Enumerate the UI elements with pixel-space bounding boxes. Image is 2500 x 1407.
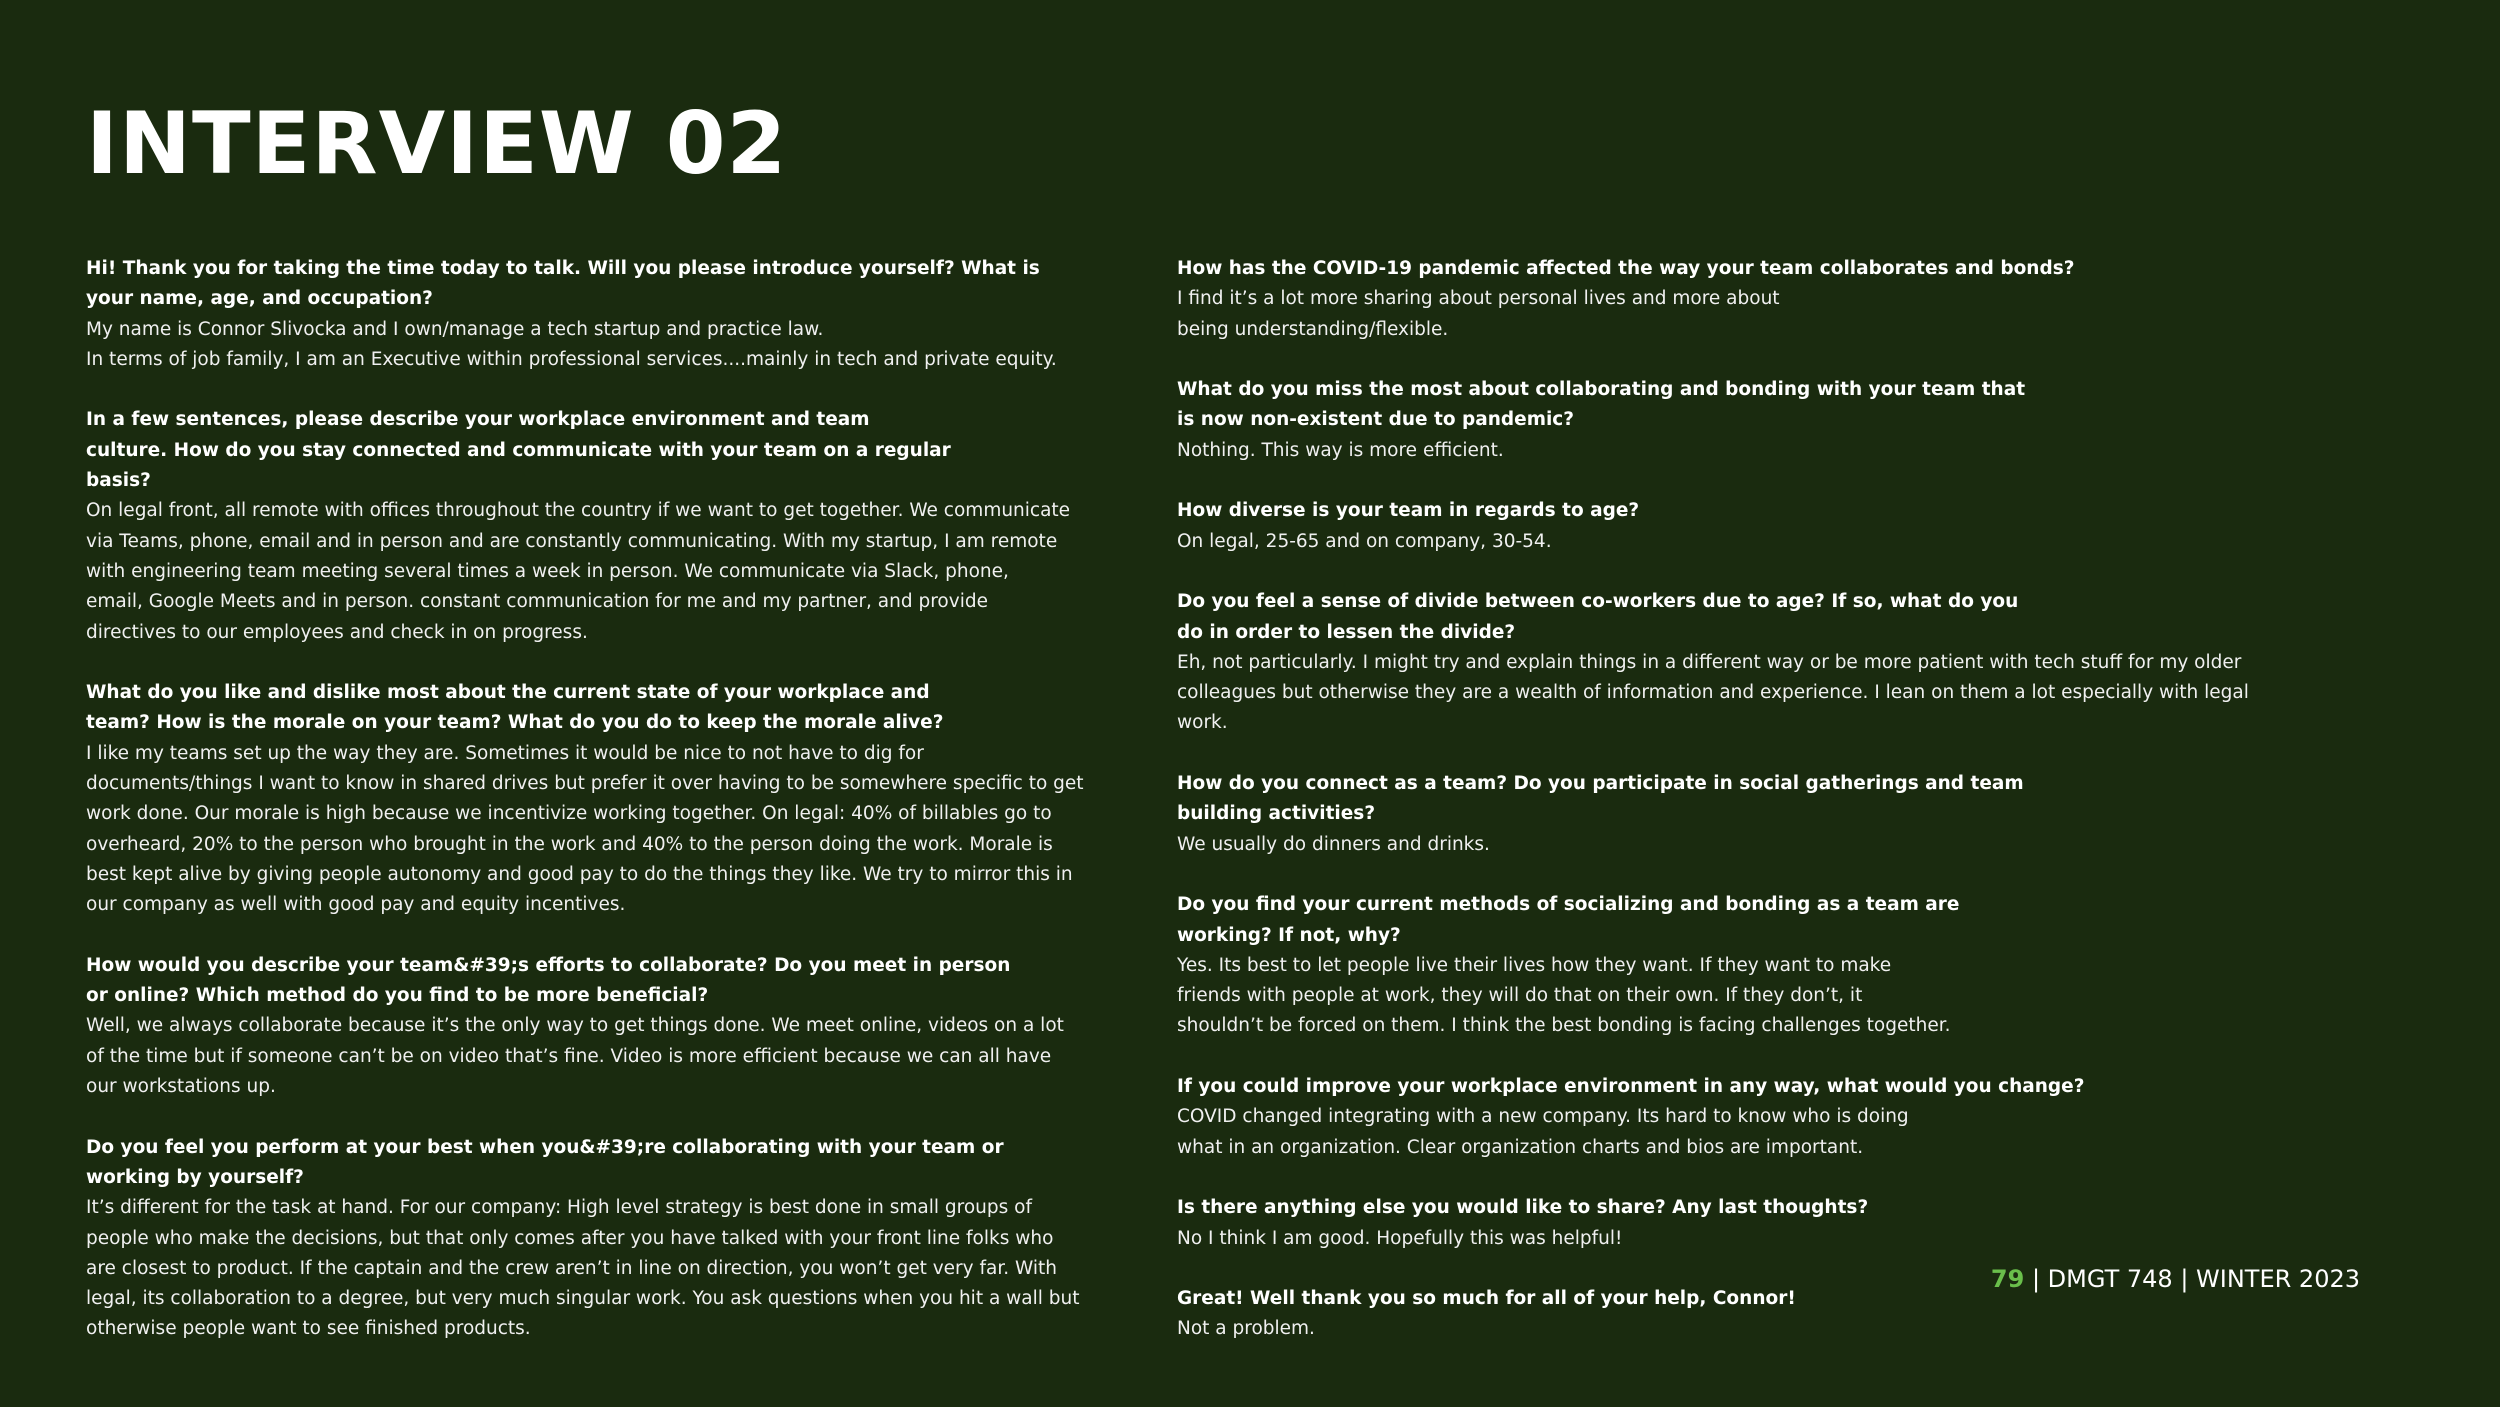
answer: Well, we always collaborate because it’s the only way to get things done. We meet online, videos on a lot of the time but if someone can’t be on video that’s fine. Video is more efficient because we can all have our workstations up. (86, 1015, 1064, 1098)
qa-item (1177, 254, 2287, 345)
qa-item (86, 405, 1071, 647)
page-number: 79 (1990, 1265, 2025, 1293)
qa-item (1177, 890, 2287, 1041)
answer: Eh, not particularly. I might try and explain things in a different way or be more patient with tech stuff for my older colleagues but otherwise they are a wealth of information and experience. I lean on them a lot especially with legal work. (1177, 651, 2249, 734)
question: What do you like and dislike most about the current state of your workplace and team? How is the morale on your team? What do you do to keep the morale alive? (86, 682, 944, 734)
qa-item (86, 254, 1086, 375)
qa-item (1177, 1193, 2287, 1254)
answer: It’s different for the task at hand. For our company: High level strategy is best done in small groups of people who make the decisions, but that only comes after you have talked with your front line folks who are closest to product. If the captain and the crew aren’t in line on direction, you won’t get very far. With legal, its collaboration to a degree, but very much singular work. You ask questions when you hit a wall but otherwise people want to see finished products. (86, 1197, 1080, 1340)
qa-item (1177, 587, 2287, 738)
answer: In terms of job family, I am an Executive within professional services....mainly in tech and private equity. (86, 348, 1057, 370)
qa-item (86, 678, 1086, 920)
question: Is there anything else you would like to share? Any last thoughts? (1177, 1197, 1869, 1219)
answer: We usually do dinners and drinks. (1177, 833, 1490, 855)
qa-item (86, 951, 1086, 1102)
answer: COVID changed integrating with a new company. Its hard to know who is doing what in an organization. Clear organization charts and bios are important. (1177, 1106, 1909, 1158)
answer: I find it’s a lot more sharing about personal lives and more about being understanding/flexible. (1177, 288, 1780, 340)
question: Great! Well thank you so much for all of your help, Connor! (1177, 1288, 1796, 1310)
answer: Nothing. This way is more efficient. (1177, 439, 1504, 461)
answer: On legal, 25-65 and on company, 30-54. (1177, 530, 1552, 552)
right-column (1177, 254, 2287, 1375)
answer: Not a problem. (1177, 1318, 1315, 1340)
answer: Yes. Its best to let people live their lives how they want. If they want to make friends with people at work, they will do that on their own. If they don’t, it shouldn’t be forced on them. I think the best bonding is facing challenges together. (1177, 954, 1951, 1037)
answer: On legal front, all remote with offices throughout the country if we want to get together. We communicate via Teams, phone, email and in person and are constantly communicating. With my startup, I am remote with engineering team meeting several times a week in person. We communicate via Slack, phone, email, Google Meets and in person. constant communication for me and my partner, and provide directives to our employees and check in on progress. (86, 500, 1071, 643)
qa-item (1177, 496, 2287, 557)
qa-item (1177, 769, 2287, 860)
question: Do you feel a sense of divide between co-workers due to age? If so, what do you do in order to lessen the divide? (1177, 591, 2019, 643)
left-column (86, 254, 1086, 1375)
question: How would you describe your team&#39;s efforts to collaborate? Do you meet in person or online? Which method do you find to be more beneficial? (86, 954, 1011, 1007)
question: How has the COVID-19 pandemic affected the way your team collaborates and bonds? (1177, 258, 2075, 279)
page-footer (1991, 1262, 2360, 1296)
question: What do you miss the most about collaborating and bonding with your team that is now non-existent due to pandemic? (1177, 379, 2026, 431)
question: How diverse is your team in regards to age? (1177, 500, 1640, 522)
question: If you could improve your workplace environment in any way, what would you change? (1177, 1076, 2085, 1098)
question: Do you feel you perform at your best when you&#39;re collaborating with your team or working by yourself? (86, 1136, 1004, 1188)
page-title: INTERVIEW 02 (86, 94, 788, 194)
answer: My name is Connor Slivocka and I own/manage a tech startup and practice law. (86, 318, 824, 340)
answer: I like my teams set up the way they are. Sometimes it would be nice to not have to dig for documents/things I want to know in shared drives but prefer it over having to be somewhere specific to get work done. Our morale is high because we incentivize working together. On legal: 40% of billables go to overheard, 20% to the person who brought in the work and 40% to the person doing the work. Morale is best kept alive by giving people autonomy and good pay to do the things they like. We try to mirror this in our company as well with good pay and equity incentives. (86, 742, 1084, 916)
qa-item (1177, 1072, 2287, 1163)
question: How do you connect as a team? Do you participate in social gatherings and team building activities? (1177, 773, 2024, 825)
course-label: | DMGT 748 | WINTER 2023 (2024, 1265, 2360, 1293)
qa-item (1177, 375, 2287, 466)
answer: No I think I am good. Hopefully this was helpful! (1177, 1227, 1623, 1249)
qa-item (86, 1133, 1086, 1345)
question: Do you find your current methods of socializing and bonding as a team are working? If not, why? (1177, 894, 1960, 946)
question: Hi! Thank you for taking the time today to talk. Will you please introduce yourself? What is your name, age, and occupation? (86, 258, 1040, 310)
question: In a few sentences, please describe your workplace environment and team culture. How do you stay connected and communicate with your team on a regular basis? (86, 409, 951, 492)
